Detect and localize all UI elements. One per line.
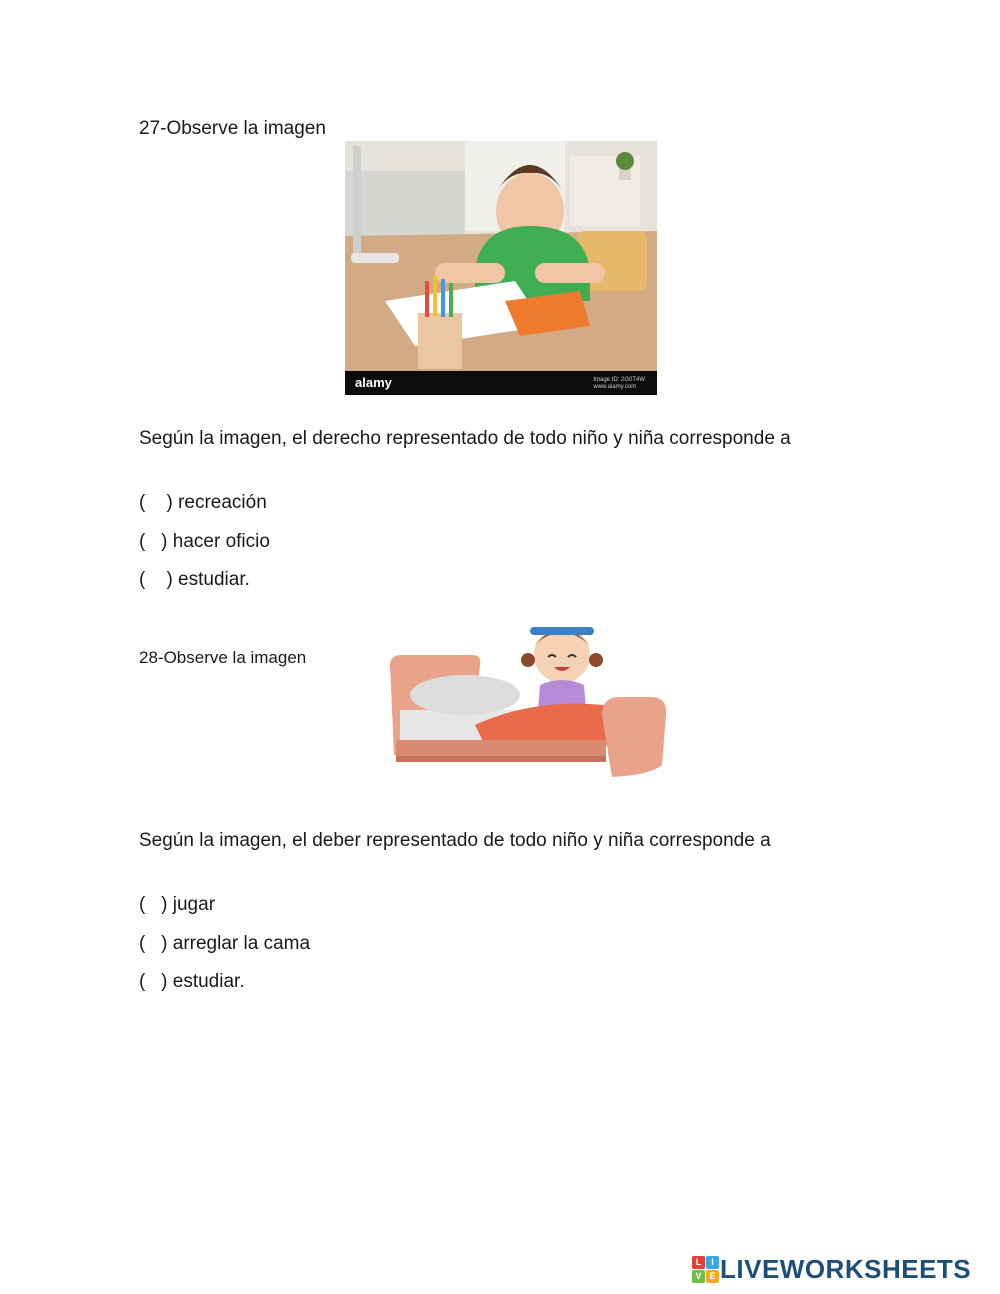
logo-letter-e: E	[706, 1270, 719, 1283]
q28-option-1[interactable]: ( ) jugar	[139, 894, 216, 915]
q27-photo-boy-studying	[345, 141, 657, 395]
photo-brand-logo: alamy	[355, 375, 392, 390]
logo-letter-l: L	[692, 1256, 705, 1269]
q27-question: Según la imagen, el derecho representado de todo niño y niña corresponde a	[139, 428, 791, 449]
q28-option-3[interactable]: ( ) estudiar.	[139, 971, 245, 992]
liveworksheets-logo-text: LIVEWORKSHEETS	[720, 1253, 972, 1284]
q27-option-3[interactable]: ( ) estudiar.	[139, 569, 250, 590]
q28-label: 28-Observe la imagen	[139, 648, 307, 667]
q28-girl-making-bed-illustration	[380, 615, 670, 785]
q27-option-1[interactable]: ( ) recreación	[139, 492, 267, 513]
q28-option-2[interactable]: ( ) arreglar la cama	[139, 933, 311, 954]
boy-studying-illustration	[345, 141, 657, 395]
q27-option-2[interactable]: ( ) hacer oficio	[139, 531, 270, 552]
liveworksheets-logo-icon	[692, 1256, 718, 1282]
liveworksheets-logo[interactable]	[692, 1254, 971, 1284]
logo-letter-v: V	[692, 1270, 705, 1283]
girl-bed-illustration	[380, 615, 670, 785]
q27-label: 27-Observe la imagen	[139, 118, 326, 139]
logo-letter-i: I	[706, 1256, 719, 1269]
q28-question: Según la imagen, el deber representado de todo niño y niña corresponde a	[139, 830, 771, 851]
photo-image-id: Image ID: 2G0T4W www.alamy.com	[593, 377, 645, 390]
